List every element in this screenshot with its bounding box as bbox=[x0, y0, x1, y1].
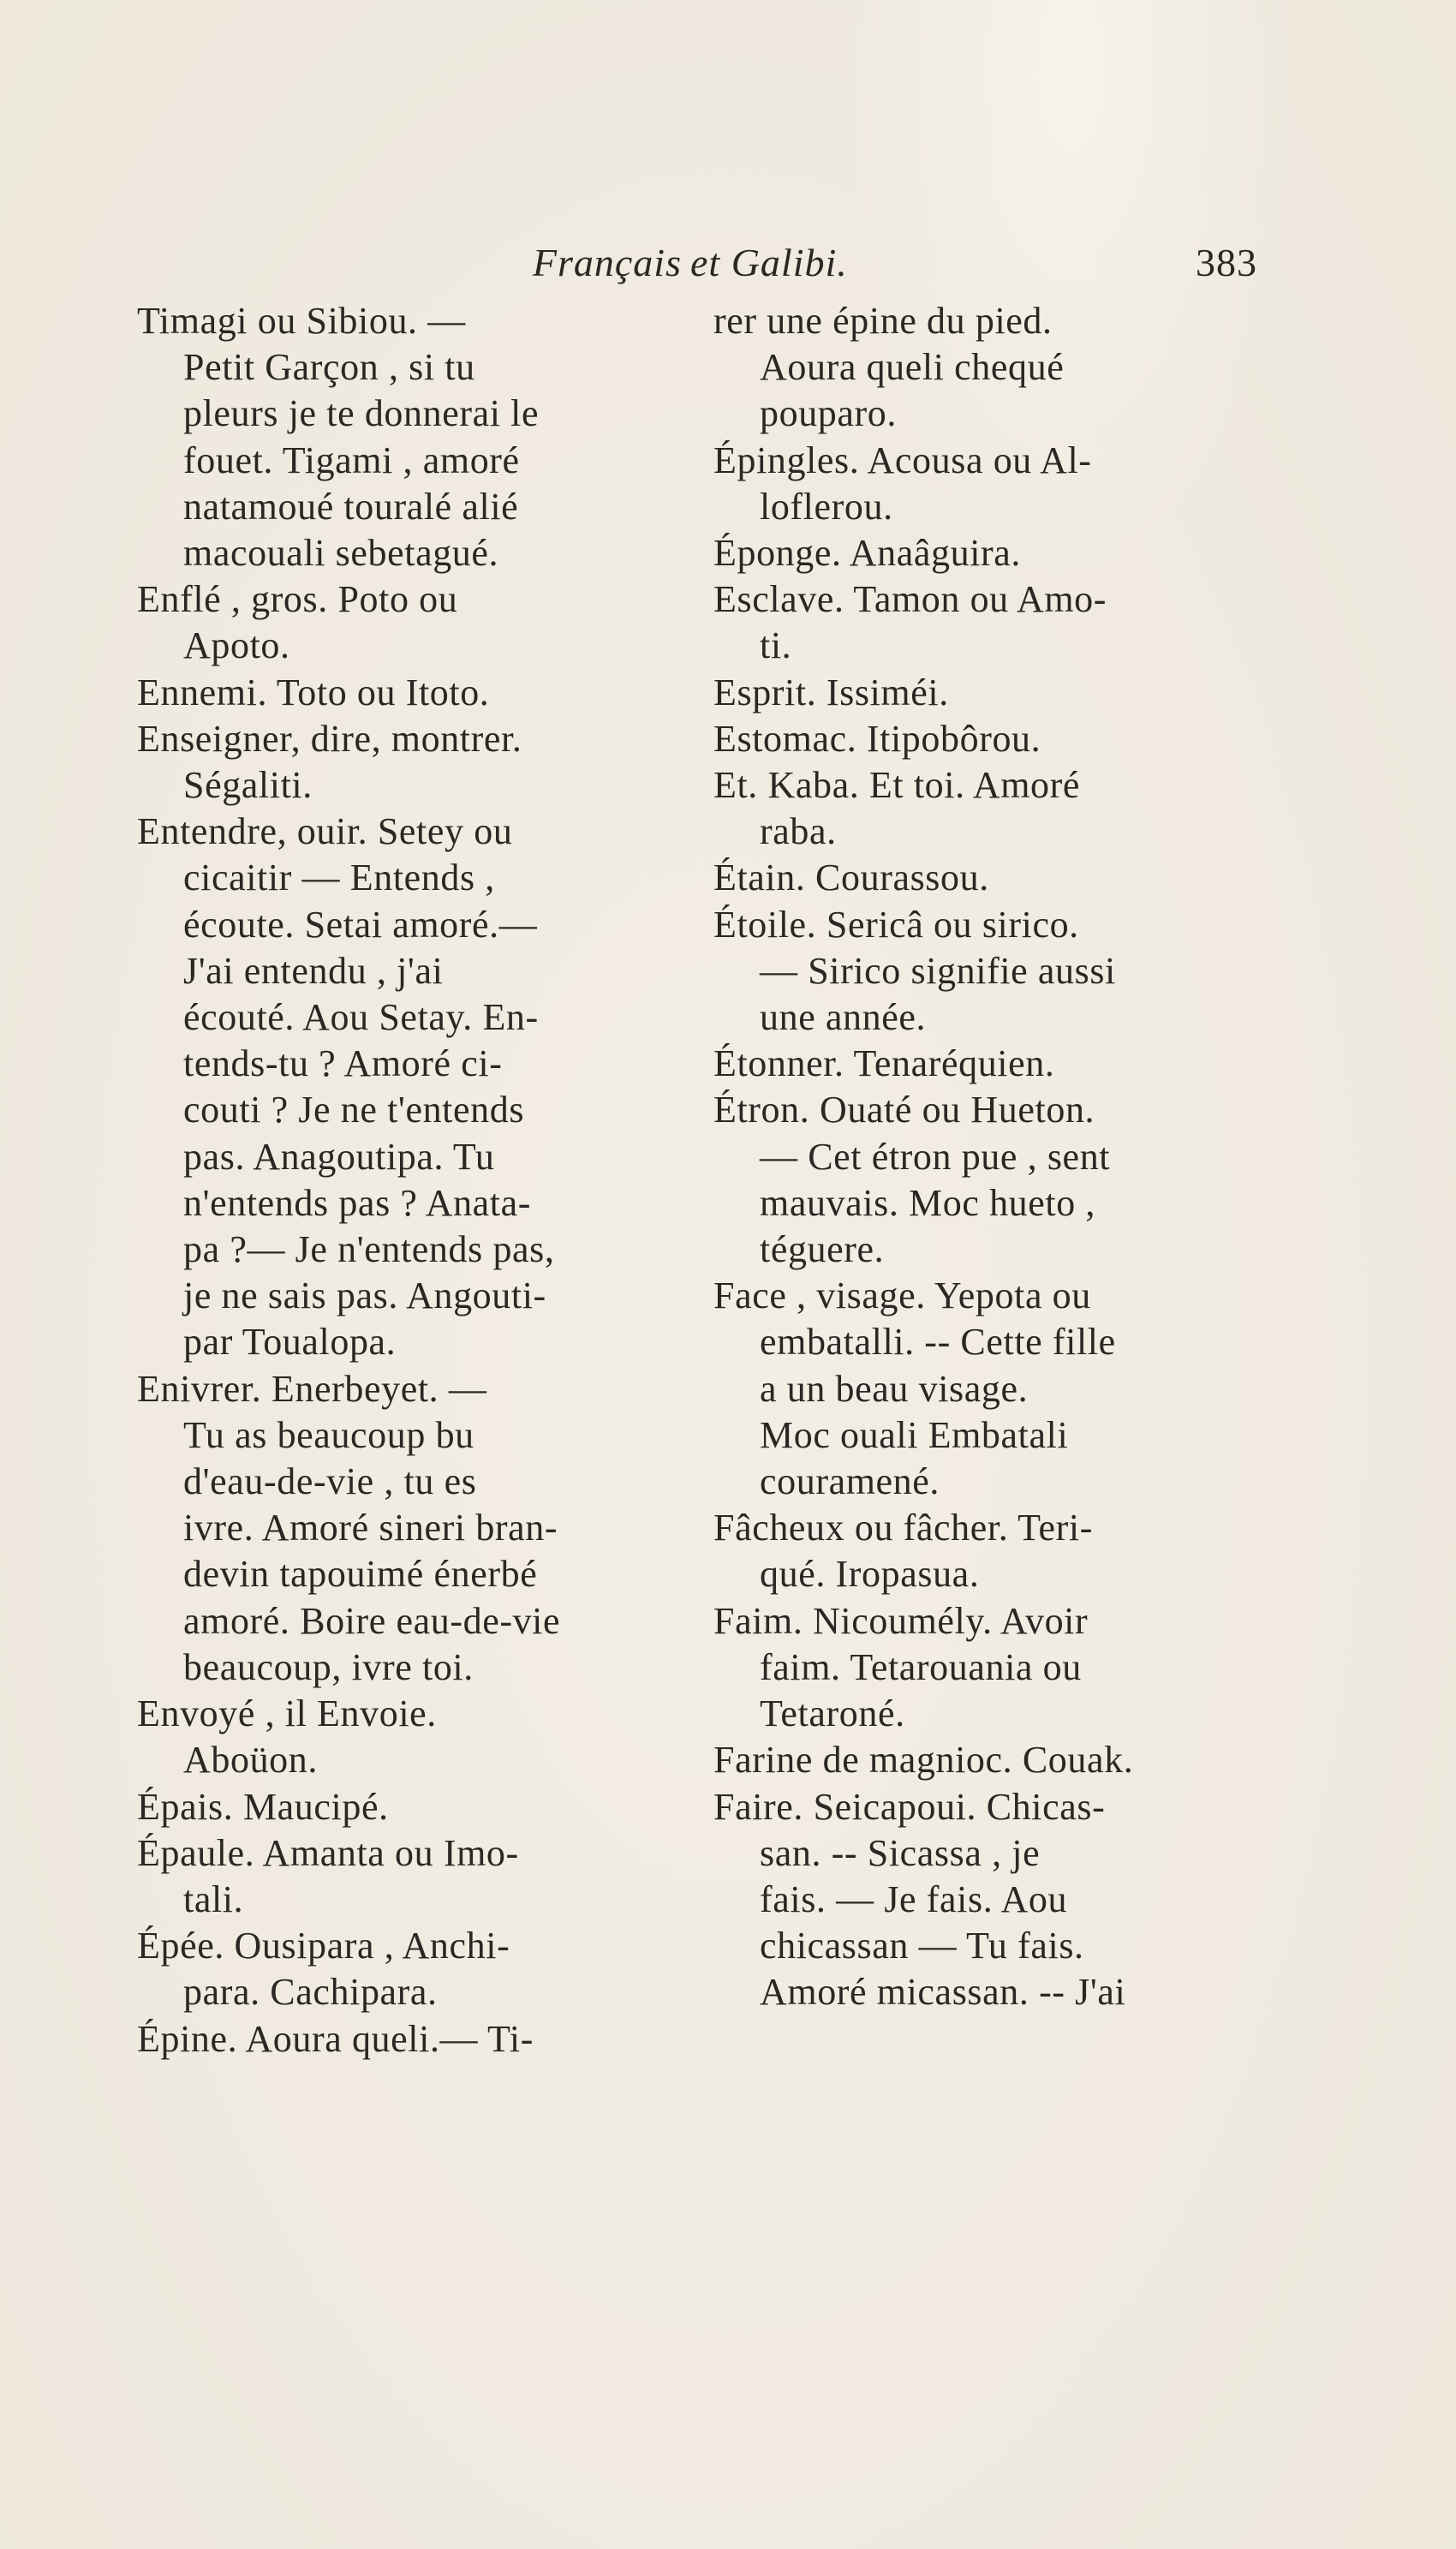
dictionary-entry: Envoyé , il Envoie. Aboüon. bbox=[137, 1692, 437, 1782]
dictionary-entry: Épingles. Acousa ou Al- loflerou. bbox=[713, 439, 1092, 528]
dictionary-entry: Entendre, ouir. Setey ou cicaitir — Entends , écoute. Setai amoré.— J'ai entendu , j'ai écouté. Aou Setay. En- tends-tu ? Amoré ci- couti ? Je ne t'entends pas. Anagoutipa. Tu n'entends pas ? Anata- pa ?— Je n'entends pas, je ne sais pas. Angouti- par Toualopa. bbox=[137, 810, 555, 1364]
dictionary-entry: Étonner. Tenaréquien. bbox=[713, 1042, 1055, 1085]
dictionary-entry: Étoile. Sericâ ou sirico. — Sirico signifie aussi une année. bbox=[713, 903, 1116, 1039]
dictionary-entry: Étain. Courassou. bbox=[713, 857, 989, 899]
dictionary-entry: Épée. Ousipara , Anchi- para. Cachipara. bbox=[137, 1925, 510, 2014]
running-title-right: et Galibi. bbox=[690, 241, 848, 284]
dictionary-entry: Fâcheux ou fâcher. Teri- qué. Iropasua. bbox=[713, 1507, 1093, 1596]
dictionary-entry: Faire. Seicapoui. Chicas- san. -- Sicassa , je fais. — Je fais. Aou chicassan — Tu fais. Amoré micassan. -- J'ai bbox=[713, 1785, 1126, 2014]
dictionary-entry: Étron. Ouaté ou Hueton. — Cet étron pue , sent mauvais. Moc hueto , téguere. bbox=[713, 1089, 1111, 1271]
dictionary-entry: Épais. Maucipé. bbox=[137, 1785, 389, 1828]
dictionary-entry: Éponge. Anaâguira. bbox=[713, 532, 1022, 575]
dictionary-entry: Enivrer. Enerbeyet. — Tu as beaucoup bu d'eau-de-vie , tu es ivre. Amoré sineri bran- devin tapouimé énerbé amoré. Boire eau-de-vie beaucoup, ivre toi. bbox=[137, 1367, 561, 1688]
dictionary-entry: Face , visage. Yepota ou embatalli. -- Cette fille a un beau visage. Moc ouali Embatali couramené. bbox=[713, 1274, 1116, 1503]
dictionary-entry: Ennemi. Toto ou Itoto. bbox=[137, 671, 490, 713]
right-column bbox=[713, 298, 1309, 2016]
dictionary-entry: Estomac. Itipobôrou. bbox=[713, 717, 1041, 760]
dictionary-entry: Et. Kaba. Et toi. Amoré raba. bbox=[713, 764, 1081, 853]
dictionary-entry: Épine. Aoura queli.— Ti- bbox=[137, 2017, 534, 2060]
dictionary-entry: Enseigner, dire, montrer. Ségaliti. bbox=[137, 717, 522, 807]
dictionary-entry: Timagi ou Sibiou. — Petit Garçon , si tu pleurs je te donnerai le fouet. Tigami , amoré natamoué touralé alié macouali sebetagué. bbox=[137, 300, 540, 575]
page-number: 383 bbox=[1196, 241, 1257, 284]
dictionary-entry: rer une épine du pied. Aoura queli chequé pouparo. bbox=[713, 300, 1065, 435]
dictionary-entry: Esclave. Tamon ou Amo- ti. bbox=[713, 578, 1107, 667]
dictionary-entry: Farine de magnioc. Couak. bbox=[713, 1739, 1134, 1782]
dictionary-entry: Esprit. Issiméi. bbox=[713, 671, 949, 713]
dictionary-entry: Faim. Nicoumély. Avoir faim. Tetarouania ou Tetaroné. bbox=[713, 1599, 1089, 1735]
left-column bbox=[137, 298, 685, 2062]
running-header bbox=[0, 240, 1456, 291]
running-title-left: Français bbox=[532, 241, 682, 284]
dictionary-entry: Enflé , gros. Poto ou Apoto. bbox=[137, 578, 458, 667]
dictionary-entry: Épaule. Amanta ou Imo- tali. bbox=[137, 1831, 519, 1920]
